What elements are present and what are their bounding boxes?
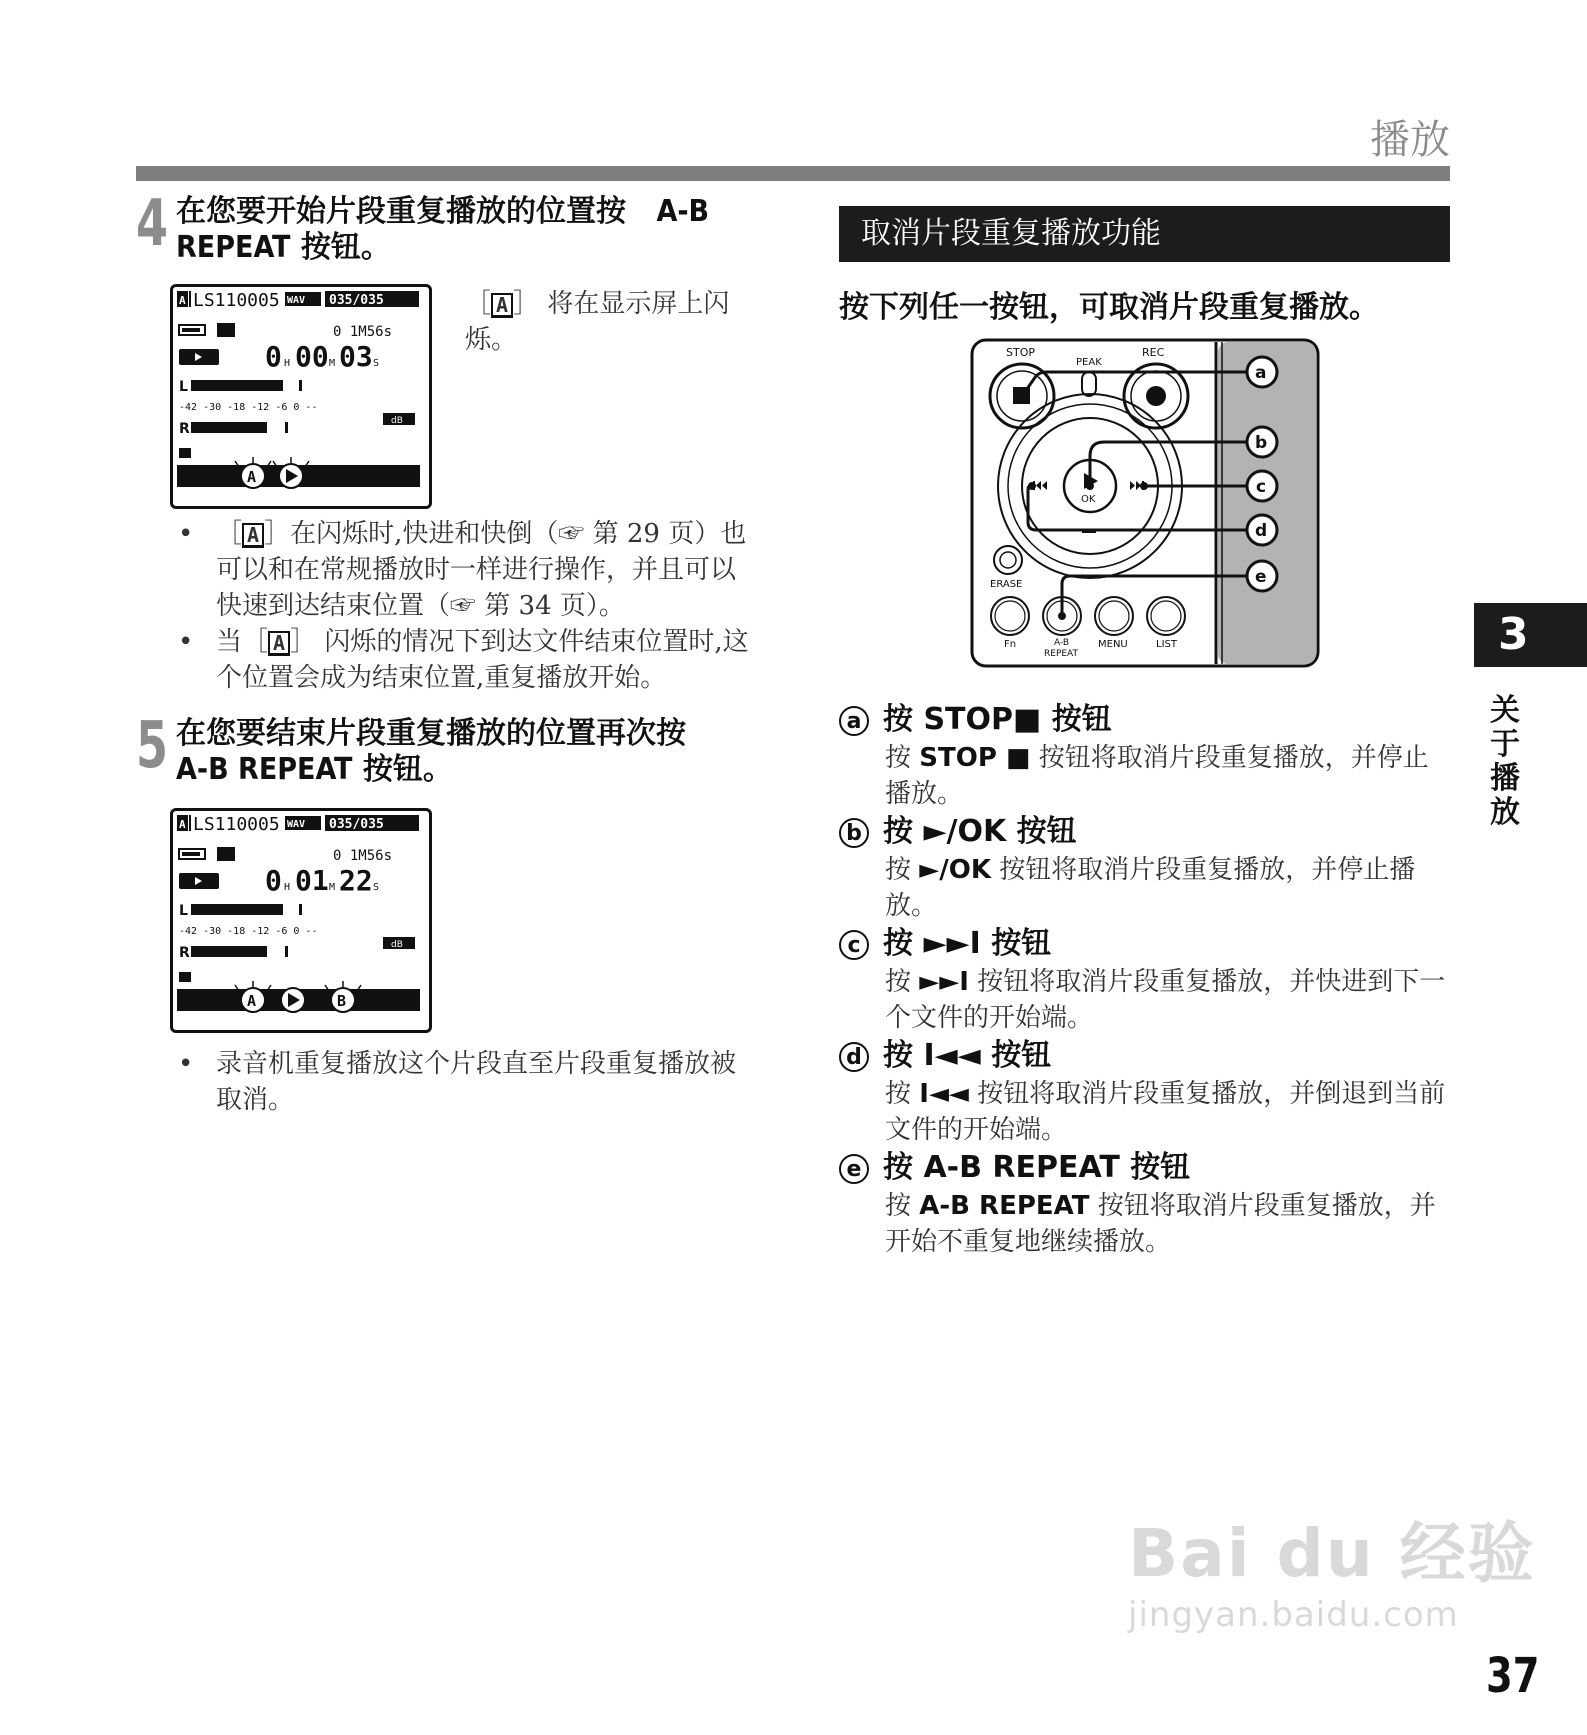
- svg-text:H: H: [284, 358, 291, 369]
- peak-indicator: [1082, 372, 1096, 396]
- step-5-key: A-B REPEAT: [176, 752, 353, 787]
- callout-d: d: [1255, 521, 1268, 541]
- svg-text:M: M: [329, 358, 336, 369]
- device-ok-label: OK: [1081, 494, 1096, 505]
- lcd1-remaining: 0 1M56s: [333, 324, 393, 340]
- chapter-title: 关于播放: [1490, 693, 1520, 830]
- device-peak-label: PEAK: [1076, 357, 1102, 368]
- callout-c: c: [1256, 477, 1267, 497]
- lcd1-db: dB: [391, 416, 403, 426]
- lcd-display-2: [170, 808, 432, 1033]
- lcd2-format: WAV: [287, 819, 306, 830]
- svg-text:A: A: [179, 818, 186, 831]
- lcd-display-1: [170, 284, 432, 509]
- step-5-instruction: [176, 716, 756, 788]
- step-5-bullet: • 录音机重复播放这个片段直至片段重复播放被取消。: [178, 1049, 737, 1115]
- menu-button[interactable]: [1095, 597, 1133, 635]
- svg-text:R: R: [179, 945, 190, 961]
- svg-text:A: A: [247, 992, 257, 1010]
- baidu-watermark: [1128, 1500, 1536, 1635]
- section-title: 播放: [1370, 117, 1450, 163]
- device-list-label: LIST: [1156, 639, 1177, 650]
- list-button[interactable]: [1147, 597, 1185, 635]
- cancel-section-header: 取消片段重复播放功能: [839, 206, 1450, 262]
- step-4-line2-rest: 按钮。: [290, 230, 391, 265]
- lcd2-db: dB: [391, 940, 403, 950]
- lcd1-file: LS110005: [193, 290, 280, 311]
- a-marker-icon: A: [242, 523, 264, 548]
- svg-text:L: L: [179, 379, 188, 395]
- device-menu-label: MENU: [1098, 639, 1128, 650]
- lcd2-scale: -42 -30 -18 -12 -6 0 --: [179, 926, 318, 937]
- svg-text:L: L: [179, 903, 188, 919]
- cancel-intro: 按下列任一按钮，可取消片段重复播放。: [839, 290, 1379, 325]
- page-number: 37: [1486, 1648, 1540, 1704]
- step-4-bullet-1: • ［ A ］在闪烁时,快进和快倒（☞ 第 29 页）也可以和在常规播放时一样进行操作，并且可以快速到达结束位置（☞ 第 34 页）。: [178, 519, 747, 621]
- device-ab-label: A-B: [1054, 638, 1070, 648]
- device-button-diagram: [970, 338, 1350, 670]
- lcd2-hours: 0: [265, 864, 282, 897]
- watermark-url: jingyan.baidu.com: [1128, 1595, 1459, 1635]
- rec-icon: [1146, 386, 1166, 406]
- lcd1-seconds: 03: [339, 340, 373, 373]
- lcd1-count: 035/035: [329, 293, 384, 308]
- lcd1-hours: 0: [265, 340, 282, 373]
- svg-text:S: S: [373, 358, 380, 369]
- watermark-logo: Bai du 经验: [1128, 1515, 1536, 1592]
- step-4-instruction: [176, 194, 756, 266]
- step-4-line1: 在您要开始片段重复播放的位置按: [176, 194, 626, 229]
- device-rec-label: REC: [1142, 346, 1165, 359]
- top-rule: [136, 166, 1450, 181]
- svg-text:M: M: [329, 882, 336, 893]
- device-stop-label: STOP: [1006, 346, 1035, 359]
- a-marker-icon: A: [268, 631, 290, 656]
- lcd2-remaining: 0 1M56s: [333, 848, 393, 864]
- cancel-item-a: a 按 STOP■ 按钮 按 STOP ■ 按钮将取消片段重复播放，并停止播放。: [839, 700, 1451, 812]
- step-5-line1: 在您要结束片段重复播放的位置再次按: [176, 716, 686, 751]
- lcd2-seconds: 22: [339, 864, 373, 897]
- cancel-item-e: e 按 A-B REPEAT 按钮 按 A-B REPEAT 按钮将取消片段重复播放，并开始不重复地继续播放。: [839, 1148, 1451, 1260]
- cancel-item-d: d 按 I◄◄ 按钮 按 I◄◄ 按钮将取消片段重复播放，并倒退到当前文件的开始端。: [839, 1036, 1451, 1148]
- lcd2-minutes: 01: [295, 864, 329, 897]
- lcd2-file: LS110005: [193, 814, 280, 835]
- erase-button[interactable]: [994, 546, 1022, 574]
- svg-text:A: A: [247, 468, 257, 486]
- svg-text:B: B: [337, 992, 347, 1010]
- callout-b: b: [1255, 433, 1268, 453]
- svg-text:H: H: [284, 882, 291, 893]
- a-marker-icon: A: [491, 293, 513, 318]
- lcd1-format: WAV: [287, 295, 306, 306]
- device-fn-label: Fn: [1004, 639, 1017, 650]
- cancel-item-b: b 按 ►/OK 按钮 按 ►/OK 按钮将取消片段重复播放，并停止播放。: [839, 812, 1451, 924]
- fn-button[interactable]: [991, 597, 1029, 635]
- step-5-line2-rest: 按钮。: [352, 752, 453, 787]
- step-4-side-note: ［ A ］ 将在显示屏上闪烁。: [465, 289, 730, 355]
- step-number-5: 5: [136, 709, 169, 783]
- cancel-item-c: c 按 ►►I 按钮 按 ►►I 按钮将取消片段重复播放，并快进到下一个文件的开始端。: [839, 924, 1451, 1036]
- step-4-key1: A-B: [656, 194, 710, 229]
- chapter-number-tab: 3: [1474, 603, 1587, 667]
- cancel-item-list: [839, 700, 1451, 1260]
- svg-text:A: A: [179, 294, 186, 307]
- callout-e: e: [1255, 567, 1267, 587]
- lcd1-scale: -42 -30 -18 -12 -6 0 --: [179, 402, 318, 413]
- svg-text:S: S: [373, 882, 380, 893]
- step-4-bullet-2: • 当［ A ］ 闪烁的情况下到达文件结束位置时,这个位置会成为结束位置,重复播放开始。: [178, 627, 749, 693]
- device-repeat-label: REPEAT: [1044, 649, 1079, 659]
- step-number-4: 4: [136, 187, 169, 261]
- lcd1-minutes: 00: [295, 340, 329, 373]
- lcd2-count: 035/035: [329, 817, 384, 832]
- step-4-key2: REPEAT: [176, 230, 291, 265]
- svg-text:R: R: [179, 421, 190, 437]
- device-erase-label: ERASE: [990, 579, 1023, 590]
- callout-a: a: [1255, 363, 1267, 383]
